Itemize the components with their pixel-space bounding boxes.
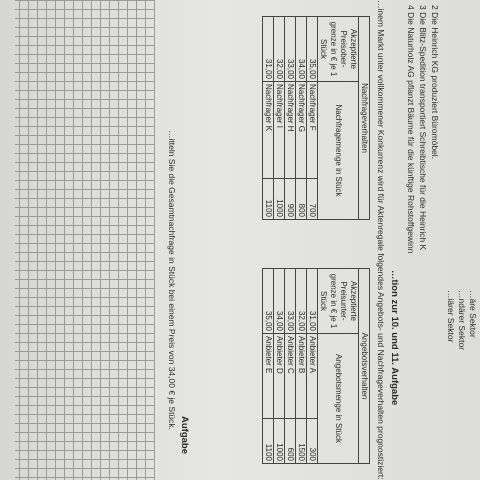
list-item-4 <box>406 5 416 253</box>
header-line-2: …ndärer Sektor <box>457 290 467 350</box>
table-row: 34,00 Anbieter D 1000 <box>274 269 285 464</box>
table-row: 35,00 Nachfrager F 700 <box>307 17 318 220</box>
task-text: …itteln Sie die Gesamtnachfrage in Stück bei einem Preis von 34,00 € je Stück. <box>167 130 177 431</box>
header-line-3: …iärer Sektor <box>446 290 456 343</box>
header-line-1: …äre Sektor <box>468 290 478 338</box>
demand-table-title: Nachfrageverhalten <box>359 17 370 220</box>
item-number: 2 <box>430 5 440 10</box>
item-number: 3 <box>418 5 428 10</box>
demand-table <box>262 16 370 220</box>
table-row: 34,00 Nachfrager G 800 <box>296 17 307 220</box>
list-item-3 <box>418 5 428 250</box>
table-row: 32,00 Anbieter B 1500 <box>296 269 307 464</box>
table-row: 33,00 Nachfrager H 900 <box>285 17 296 220</box>
section-intro: …inem Markt unter vollkommener Konkurrenz wird für Aktenregale folgendes Angebots- und Nachfrageverhalten prognostiziert: <box>376 0 386 480</box>
demand-col-price: Akzeptierte Preisober-grenze in € je 1 Stück <box>318 17 359 82</box>
table-row: 32,00 Nachfrager I 1000 <box>274 17 285 220</box>
supply-col-price: Akzeptierte Preisunter-grenze in € je 1 Stück <box>318 269 359 334</box>
item-number: 4 <box>406 5 416 10</box>
item-text: Die Blitz-Spedition transportiert Schreibtische für die Heinrich K <box>418 12 428 251</box>
list-item-2 <box>430 5 440 159</box>
supply-table <box>262 268 370 464</box>
section-title: …tion zur 10. und 11. Aufgabe <box>389 270 400 406</box>
table-row: 35,00 Anbieter E 1100 <box>263 269 274 464</box>
graph-paper-grid <box>15 0 155 480</box>
table-row: 33,00 Anbieter C 600 <box>285 269 296 464</box>
item-text: Die Naturholz AG pflanzt Bäume für die künftige Rohstoffgewinn <box>406 12 416 254</box>
demand-col-qty: Nachfragemenge in Stück <box>318 82 359 220</box>
item-text: Die Heinrich KG produziert Büromöbel. <box>430 12 440 160</box>
supply-col-qty: Angebotsmenge in Stück <box>318 334 359 464</box>
supply-table-title: Angebotsverhalten <box>359 269 370 464</box>
task-title: Aufgabe <box>179 416 190 454</box>
table-row: 31,00 Nachfrager K 1100 <box>263 17 274 220</box>
table-row: 31,00 Anbieter A 300 <box>307 269 318 464</box>
